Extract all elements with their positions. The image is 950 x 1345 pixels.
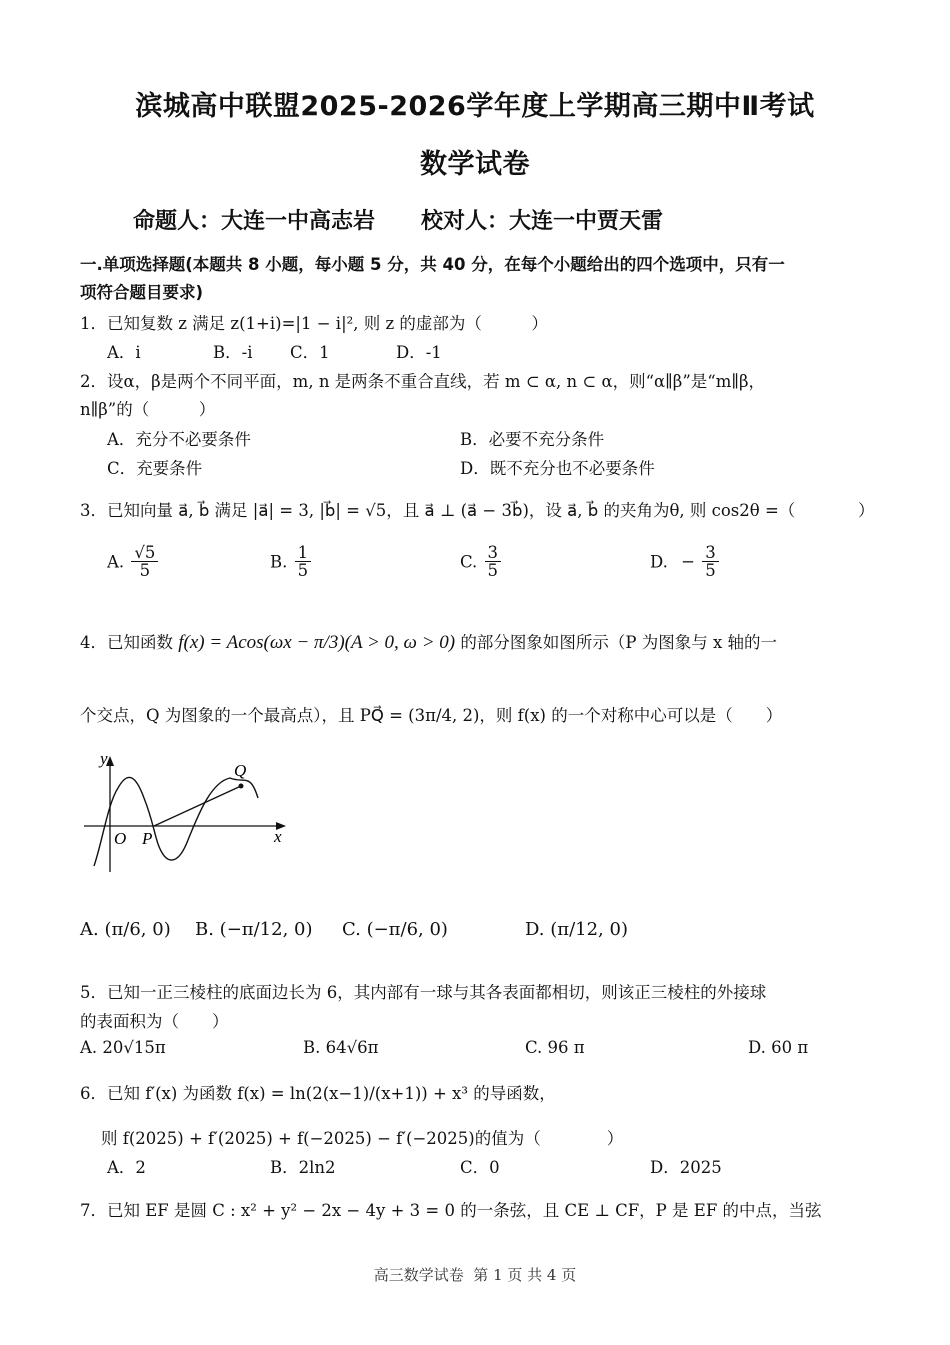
q3-b-denominator: 5: [297, 561, 309, 581]
question-5-stem: 5．已知一正三棱柱的底面边长为 6，其内部有一球与其各表面都相切，则该正三棱柱的外接球: [80, 983, 767, 1002]
question-4-stem: [80, 629, 777, 654]
q3-a-numerator: √5: [131, 544, 158, 562]
section-heading: 一.单项选择题(本题共 8 小题，每小题 5 分，共 40 分，在每个小题给出的四个选项中，只有一: [80, 255, 785, 274]
q3-option-a-fraction: [131, 544, 158, 580]
y-axis-label: y: [100, 749, 108, 768]
q3-d-numerator: 3: [702, 544, 719, 562]
q5-option-c: C. 96 π: [525, 1038, 585, 1057]
q3-option-a: [107, 544, 160, 580]
origin-label: O: [114, 829, 127, 848]
q5-option-a: A. 20√15π: [80, 1038, 166, 1057]
q4-suffix: 的部分图象如图所示（P 为图象与 x 轴的一: [460, 633, 778, 652]
q3-c-denominator: 5: [487, 561, 499, 581]
section-heading-cont: 项符合题目要求): [80, 283, 204, 302]
q3-a-denominator: 5: [139, 561, 151, 581]
q2-option-c: C．充要条件: [107, 459, 203, 478]
pq-segment: [154, 786, 241, 826]
q3-option-a-letter: A.: [107, 552, 125, 572]
authors-line: 命题人：大连一中高志岩 校对人：大连一中贾天雷: [133, 209, 663, 234]
q1-option-a: A．i: [107, 343, 141, 362]
q4-option-c: C. (−π/6, 0): [342, 919, 448, 940]
q3-option-c: [460, 544, 503, 580]
q4-option-d: D. (π/12, 0): [525, 919, 628, 940]
q2-option-a: A．充分不必要条件: [107, 430, 251, 449]
question-6-stem-cont: 则 f(2025) + f′(2025) + f(−2025) − f′(−2025)的值为（ ）: [101, 1129, 624, 1148]
q3-b-numerator: 1: [295, 544, 312, 562]
q3-option-d: [650, 544, 721, 580]
page-footer: 高三数学试卷 第 1 页 共 4 页: [373, 1266, 577, 1284]
question-2-stem: 2．设α，β是两个不同平面，m, n 是两条不重合直线，若 m ⊂ α, n ⊂ α，则“α∥β”是“m∥β，: [80, 372, 766, 391]
q2-option-b: B．必要不充分条件: [460, 430, 605, 449]
q1-option-b: B．-i: [213, 343, 253, 362]
q6-option-d: D．2025: [650, 1158, 722, 1177]
question-5-stem-cont: 的表面积为（ ）: [80, 1012, 229, 1031]
question-3-close-paren: ）: [858, 501, 875, 520]
q6-option-b: B．2ln2: [270, 1158, 336, 1177]
question-3-stem: 3．已知向量 a⃗, b⃗ 满足 |a⃗| = 3, |b⃗| = √5，且 a⃗ ⊥ (a⃗ − 3b⃗)，设 a⃗, b⃗ 的夹角为θ, 则 cos2θ =（: [80, 501, 796, 520]
q3-option-b-fraction: [295, 544, 312, 580]
page-title: 滨城高中联盟2025-2026学年度上学期高三期中Ⅱ考试: [135, 91, 815, 122]
question-1-stem: 1．已知复数 z 满足 z(1+i)=|1 − i|², 则 z 的虚部为（ ）: [80, 314, 548, 333]
q6-option-a: A．2: [107, 1158, 146, 1177]
q3-option-d-letter: D.: [650, 552, 668, 572]
q1-option-c: C．1: [290, 343, 330, 362]
q3-option-b: [270, 544, 313, 580]
question-4-stem-cont: 个交点，Q 为图象的一个最高点），且 PQ⃗ = (3π/4, 2)，则 f(x) 的一个对称中心可以是（ ）: [80, 706, 783, 725]
question-7-stem: 7．已知 EF 是圆 C : x² + y² − 2x − 4y + 3 = 0 的一条弦，且 CE ⊥ CF，P 是 EF 的中点，当弦: [80, 1201, 822, 1220]
q5-option-d: D. 60 π: [748, 1038, 809, 1057]
q2-option-d: D．既不充分也不必要条件: [460, 459, 655, 478]
point-q: [239, 784, 244, 789]
curve: [94, 777, 258, 866]
q-label: Q: [234, 761, 247, 780]
q3-c-numerator: 3: [485, 544, 502, 562]
q3-option-c-fraction: [485, 544, 502, 580]
q3-option-c-letter: C.: [460, 552, 478, 572]
q3-option-d-fraction: [702, 544, 719, 580]
q4-function-graph: [78, 748, 293, 878]
q5-option-b: B. 64√6π: [303, 1038, 379, 1057]
q3-option-d-sign: −: [681, 552, 695, 572]
question-6-stem: 6．已知 f′(x) 为函数 f(x) = ln(2(x−1)/(x+1)) + x³ 的导函数，: [80, 1084, 556, 1103]
q1-option-d: D．-1: [396, 343, 442, 362]
q4-formula: f(x) = Acos(ωx − π/3)(A > 0, ω > 0): [178, 632, 456, 653]
q6-option-c: C．0: [460, 1158, 500, 1177]
q4-option-b: B. (−π/12, 0): [195, 919, 313, 940]
q4-option-a: A. (π/6, 0): [80, 919, 171, 940]
q3-option-b-letter: B.: [270, 552, 288, 572]
q4-prefix: 4．已知函数: [80, 633, 173, 652]
q3-d-denominator: 5: [705, 561, 716, 581]
page-subtitle: 数学试卷: [420, 149, 530, 180]
question-2-stem-cont: n∥β”的（ ）: [80, 400, 216, 419]
x-axis-label: x: [274, 827, 282, 846]
p-label: P: [142, 829, 153, 848]
